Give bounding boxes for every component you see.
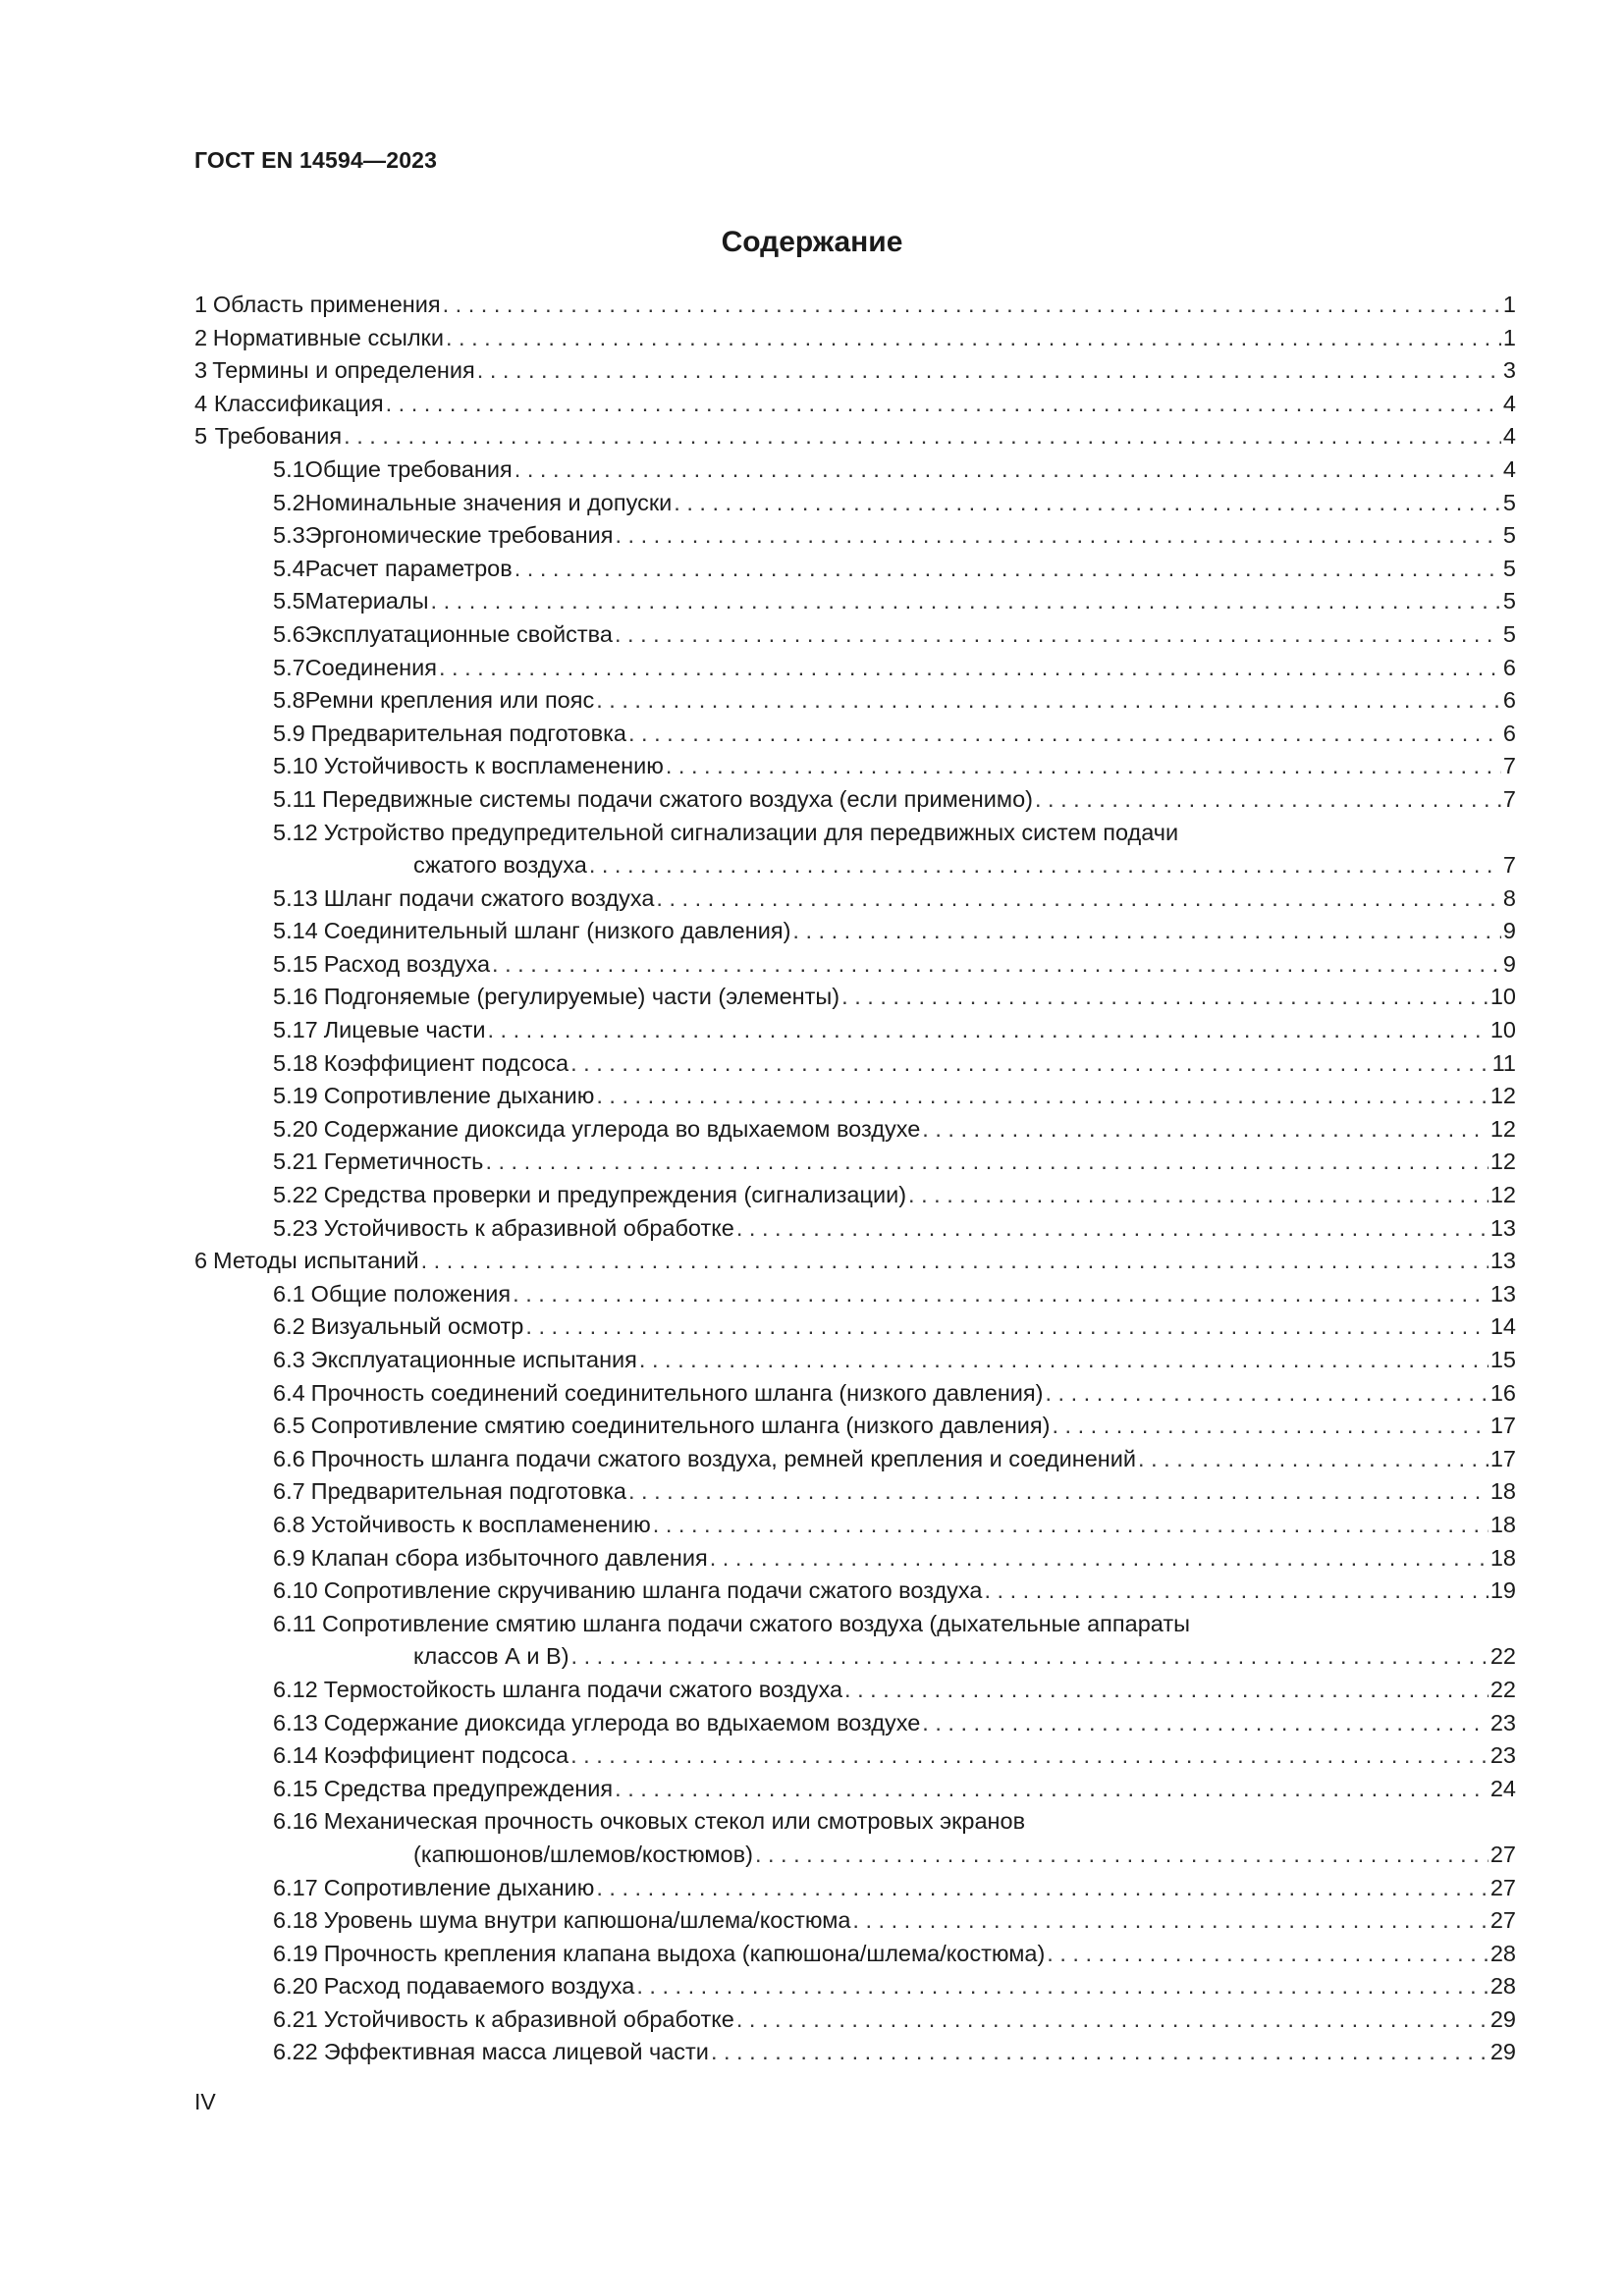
dot-leader (755, 1839, 1489, 1872)
toc-entry-title: Устойчивость к воспламенению (310, 1511, 651, 1537)
dot-leader (485, 1146, 1488, 1179)
dot-leader (639, 1344, 1489, 1377)
toc-entry-page: 12 (1489, 1115, 1516, 1142)
toc-entry[interactable] (194, 1245, 1516, 1278)
toc-entry[interactable] (194, 1179, 1516, 1212)
toc-entry[interactable] (194, 915, 1516, 948)
toc-entry-number: 6.7 (273, 1478, 305, 1505)
toc-entry[interactable] (194, 1310, 1516, 1344)
toc-entry-title: Ремни крепления или пояс (304, 687, 595, 714)
toc-entry-number: 6.16 (273, 1808, 318, 1835)
toc-entry-title: Прочность шланга подачи сжатого воздуха, ремней крепления и соединений (310, 1445, 1137, 1471)
toc-entry[interactable] (194, 1805, 1516, 1839)
dot-leader (443, 289, 1501, 322)
toc-entry-title: Термины и определения (212, 357, 475, 384)
toc-entry-page: 17 (1489, 1445, 1516, 1471)
dot-leader (710, 1542, 1489, 1575)
toc-entry-title: Общие требования (304, 455, 513, 482)
toc-entry-page: 4 (1502, 390, 1516, 416)
toc-entry-number: 6.3 (273, 1347, 305, 1372)
toc-entry-title: Нормативные ссылки (212, 324, 444, 350)
toc-entry[interactable] (194, 289, 1516, 322)
toc-entry[interactable] (194, 1674, 1516, 1707)
toc-entry[interactable] (194, 2036, 1516, 2069)
dot-leader (596, 1080, 1489, 1113)
toc-entry[interactable] (194, 1872, 1516, 1905)
page-number: IV (194, 2089, 216, 2114)
toc-entry[interactable] (194, 322, 1516, 355)
toc-entry-number: 6.17 (273, 1874, 318, 1900)
toc-entry-title: Подгоняемые (регулируемые) части (элементы) (323, 984, 840, 1010)
toc-entry-number: 6 (194, 1248, 208, 1274)
toc-entry-title: Сопротивление смятию шланга подачи сжатого воздуха (дыхательные аппараты (322, 1610, 1190, 1636)
dot-leader (596, 684, 1501, 718)
document-id: ГОСТ EN 14594—2023 (194, 147, 438, 173)
toc-entry-title: Механическая прочность очковых стекол или смотровых экранов (323, 1808, 1026, 1835)
toc-entry-number: 6.8 (273, 1511, 305, 1537)
toc-entry-page: 12 (1489, 1083, 1516, 1109)
toc-entry-title: Устойчивость к абразивной обработке (323, 2005, 734, 2032)
toc-entry[interactable] (194, 487, 1516, 520)
toc-entry-title: классов А и В) (413, 1643, 569, 1670)
toc-entry-page: 6 (1502, 720, 1516, 746)
toc-entry[interactable] (194, 2003, 1516, 2037)
toc-entry[interactable] (194, 1509, 1516, 1542)
dot-leader (736, 1212, 1489, 1246)
dot-leader (488, 1014, 1489, 1047)
toc-entry-number: 6.12 (273, 1676, 318, 1702)
dot-leader (571, 1640, 1489, 1674)
toc-entry-number: 5.9 (273, 720, 305, 746)
dot-leader (852, 1904, 1488, 1938)
toc-entry-title: Прочность соединений соединительного шланга (низкого давления) (310, 1379, 1044, 1406)
toc-entry-page: 22 (1489, 1676, 1516, 1702)
toc-entry-number: 5.23 (273, 1214, 318, 1241)
toc-entry-page: 29 (1489, 2005, 1516, 2032)
toc-entry-page: 18 (1489, 1544, 1516, 1571)
dot-leader (711, 2036, 1489, 2069)
toc-entry-title: Устойчивость к воспламенению (323, 753, 664, 779)
toc-entry-page: 27 (1489, 1907, 1516, 1934)
dot-leader (656, 882, 1501, 916)
toc-entry[interactable] (194, 948, 1516, 982)
toc-entry[interactable] (194, 1739, 1516, 1773)
toc-entry-page: 5 (1502, 489, 1516, 515)
toc-entry-number: 4 (194, 390, 208, 416)
toc-entry-title: Содержание диоксида углерода во вдыхаемом воздухе (323, 1115, 921, 1142)
toc-entry-title: Клапан сбора избыточного давления (310, 1544, 708, 1571)
toc-entry-number: 5.2 (273, 489, 305, 515)
toc-entry[interactable] (194, 553, 1516, 586)
dot-leader (386, 388, 1501, 421)
toc-entry-page: 28 (1489, 1940, 1516, 1966)
toc-entry[interactable] (194, 981, 1516, 1014)
toc-entry[interactable] (194, 1113, 1516, 1147)
toc-entry[interactable] (194, 1970, 1516, 2003)
toc-entry-page: 5 (1502, 620, 1516, 647)
dot-leader (841, 981, 1489, 1014)
toc-entry-title: Номинальные значения и допуски (304, 489, 673, 515)
toc-entry-number: 5.14 (273, 918, 318, 944)
toc-entry-number: 5.5 (273, 588, 305, 614)
toc-entry[interactable] (194, 1443, 1516, 1476)
dot-leader (570, 1739, 1489, 1773)
dot-leader (844, 1674, 1489, 1707)
dot-leader (431, 585, 1501, 618)
dot-leader (736, 2003, 1489, 2037)
toc-entry-page: 5 (1502, 588, 1516, 614)
dot-leader (653, 1509, 1489, 1542)
toc-entry-title: (капюшонов/шлемов/костюмов) (413, 1841, 753, 1867)
toc-entry-title: Коэффициент подсоса (323, 1049, 569, 1076)
toc-entry-title: Сопротивление скручиванию шланга подачи сжатого воздуха (323, 1577, 983, 1604)
toc-entry-number: 2 (194, 324, 208, 350)
dot-leader (922, 1707, 1489, 1740)
toc-entry-page: 27 (1489, 1874, 1516, 1900)
toc-entry[interactable] (194, 1938, 1516, 1971)
toc-entry-number: 1 (194, 292, 208, 317)
toc-entry-page: 11 (1491, 1049, 1516, 1076)
toc-title: Содержание (721, 226, 903, 258)
toc-entry-number: 6.9 (273, 1544, 305, 1571)
table-of-contents (194, 289, 1516, 2069)
dot-leader (513, 1278, 1489, 1311)
toc-entry-page: 24 (1489, 1775, 1516, 1801)
toc-entry-title: Передвижные системы подачи сжатого воздуха (если применимо) (322, 785, 1033, 812)
toc-entry-title: Коэффициент подсоса (323, 1742, 569, 1769)
toc-entry-number: 6.1 (273, 1280, 305, 1307)
toc-entry-page: 13 (1489, 1280, 1516, 1307)
toc-entry-page: 10 (1489, 1017, 1516, 1043)
toc-entry[interactable] (194, 1542, 1516, 1575)
toc-entry-page: 4 (1502, 455, 1516, 482)
toc-entry-title: Соединения (304, 654, 437, 680)
dot-leader (615, 1773, 1489, 1806)
dot-leader (628, 718, 1501, 751)
toc-entry-title: Общие положения (310, 1280, 512, 1307)
toc-entry-title: Методы испытаний (213, 1248, 419, 1274)
toc-entry[interactable] (194, 1475, 1516, 1509)
toc-entry-title: Сопротивление дыханию (323, 1874, 595, 1900)
toc-entry[interactable] (194, 1014, 1516, 1047)
toc-entry-page: 18 (1489, 1511, 1516, 1537)
toc-entry-title: Визуальный осмотр (310, 1313, 524, 1340)
toc-entry[interactable] (194, 618, 1516, 652)
toc-entry[interactable] (194, 1904, 1516, 1938)
toc-entry-number: 6.14 (273, 1742, 318, 1769)
toc-entry-page: 13 (1489, 1214, 1516, 1241)
toc-entry-number: 5.7 (273, 654, 305, 680)
toc-entry-page: 19 (1489, 1577, 1516, 1604)
toc-entry-number: 5.12 (273, 819, 318, 845)
toc-entry[interactable] (194, 1773, 1516, 1806)
toc-entry-page: 7 (1502, 785, 1516, 812)
toc-entry-number: 5.11 (273, 785, 316, 812)
dot-leader (514, 454, 1501, 487)
toc-entry-page: 23 (1489, 1742, 1516, 1769)
toc-entry[interactable] (194, 1707, 1516, 1740)
toc-entry-number: 6.6 (273, 1445, 305, 1471)
toc-entry-title: Расчет параметров (304, 555, 513, 581)
toc-entry-number: 6.10 (273, 1577, 318, 1604)
toc-entry-title: Устройство предупредительной сигнализации для передвижных систем подачи (323, 819, 1179, 845)
toc-entry[interactable] (194, 718, 1516, 751)
toc-entry-number: 5.6 (273, 620, 305, 647)
dot-leader (492, 948, 1501, 982)
toc-entry-page: 22 (1489, 1643, 1516, 1670)
toc-entry-title: Сопротивление дыханию (323, 1083, 595, 1109)
dot-leader (439, 652, 1501, 685)
toc-entry-title: Эксплуатационные свойства (304, 620, 613, 647)
toc-entry-number: 6.19 (273, 1940, 318, 1966)
dot-leader (1045, 1377, 1488, 1411)
toc-entry-page: 12 (1489, 1182, 1516, 1208)
toc-entry[interactable] (194, 388, 1516, 421)
toc-entry-title: Соединительный шланг (низкого давления) (323, 918, 791, 944)
toc-entry-title: Классификация (213, 390, 384, 416)
toc-entry-number: 6.5 (273, 1413, 305, 1439)
dot-leader (525, 1310, 1488, 1344)
toc-entry-title: Расход подаваемого воздуха (323, 1973, 635, 2000)
toc-entry-number: 6.11 (273, 1610, 316, 1636)
toc-entry-title: Требования (214, 423, 343, 450)
toc-entry-number: 6.4 (273, 1379, 305, 1406)
toc-entry-page: 3 (1502, 357, 1516, 384)
toc-entry-title: Прочность крепления клапана выдоха (капюшона/шлема/костюма) (323, 1940, 1046, 1966)
toc-entry-title: Устойчивость к абразивной обработке (323, 1214, 734, 1241)
toc-entry[interactable] (194, 684, 1516, 718)
toc-entry-page: 7 (1502, 852, 1516, 879)
toc-entry-page: 12 (1489, 1148, 1516, 1175)
toc-entry-number: 5 (194, 423, 208, 450)
toc-entry-page: 6 (1502, 654, 1516, 680)
toc-entry-number: 6.13 (273, 1709, 318, 1735)
toc-entry[interactable] (194, 1575, 1516, 1608)
dot-leader (589, 849, 1501, 882)
toc-entry-number: 6.22 (273, 2039, 318, 2065)
dot-leader (922, 1113, 1489, 1147)
dot-leader (1035, 783, 1501, 817)
toc-entry-page: 4 (1502, 423, 1516, 450)
toc-entry-page: 16 (1489, 1379, 1516, 1406)
toc-entry-number: 5.1 (273, 455, 305, 482)
dot-leader (344, 420, 1501, 454)
toc-entry-page: 18 (1489, 1478, 1516, 1505)
toc-entry[interactable] (194, 652, 1516, 685)
toc-entry-page: 6 (1502, 687, 1516, 714)
toc-entry-page: 10 (1489, 984, 1516, 1010)
toc-entry-title: Эксплуатационные испытания (310, 1347, 637, 1372)
toc-entry-number: 6.15 (273, 1775, 318, 1801)
dot-leader (615, 618, 1501, 652)
toc-entry-title: сжатого воздуха (413, 852, 587, 879)
dot-leader (477, 354, 1501, 388)
toc-entry-title: Средства предупреждения (323, 1775, 614, 1801)
dot-leader (615, 519, 1500, 553)
toc-entry-number: 5.15 (273, 950, 318, 977)
toc-entry-page: 14 (1489, 1313, 1516, 1340)
dot-leader (628, 1475, 1489, 1509)
toc-entry[interactable] (194, 783, 1516, 817)
toc-entry-title: Эффективная масса лицевой части (323, 2039, 709, 2065)
toc-entry-page: 9 (1502, 918, 1516, 944)
toc-entry-page: 8 (1502, 884, 1516, 911)
toc-entry-title: Герметичность (323, 1148, 484, 1175)
toc-entry-number: 5.3 (273, 522, 305, 549)
toc-entry-number: 5.10 (273, 753, 318, 779)
toc-entry-number: 6.18 (273, 1907, 318, 1934)
toc-entry[interactable] (194, 1608, 1516, 1641)
toc-entry[interactable] (194, 1212, 1516, 1246)
toc-entry-page: 17 (1489, 1413, 1516, 1439)
dot-leader (446, 322, 1501, 355)
toc-entry-number: 6.2 (273, 1313, 305, 1340)
toc-entry[interactable] (194, 519, 1516, 553)
toc-entry-number: 5.18 (273, 1049, 318, 1076)
toc-entry-title: Лицевые части (323, 1017, 486, 1043)
toc-entry-title: Сопротивление смятию соединительного шланга (низкого давления) (310, 1413, 1051, 1439)
toc-entry-number: 6.21 (273, 2005, 318, 2032)
toc-entry-number: 3 (194, 357, 208, 384)
toc-entry-page: 5 (1502, 555, 1516, 581)
toc-entry-number: 6.20 (273, 1973, 318, 2000)
dot-leader (421, 1245, 1489, 1278)
dot-leader (570, 1047, 1489, 1081)
toc-entry-number: 5.20 (273, 1115, 318, 1142)
dot-leader (1047, 1938, 1489, 1971)
toc-entry[interactable] (194, 1839, 1516, 1872)
toc-entry-page: 1 (1502, 292, 1516, 317)
dot-leader (1138, 1443, 1489, 1476)
toc-entry[interactable] (194, 585, 1516, 618)
toc-entry-title: Расход воздуха (323, 950, 491, 977)
dot-leader (636, 1970, 1489, 2003)
toc-entry-number: 5.22 (273, 1182, 318, 1208)
toc-entry[interactable] (194, 354, 1516, 388)
toc-entry[interactable] (194, 817, 1516, 850)
toc-entry[interactable] (194, 1344, 1516, 1377)
toc-entry[interactable] (194, 1377, 1516, 1411)
toc-entry-page: 13 (1489, 1248, 1516, 1274)
toc-entry-page: 1 (1502, 324, 1516, 350)
toc-entry-number: 5.8 (273, 687, 305, 714)
toc-entry-number: 5.19 (273, 1083, 318, 1109)
dot-leader (908, 1179, 1489, 1212)
toc-entry-page: 27 (1489, 1841, 1516, 1867)
toc-entry-title: Шланг подачи сжатого воздуха (323, 884, 655, 911)
toc-entry-page: 23 (1489, 1709, 1516, 1735)
toc-entry-page: 7 (1502, 753, 1516, 779)
toc-entry-title: Предварительная подготовка (310, 720, 626, 746)
toc-entry[interactable] (194, 1080, 1516, 1113)
toc-entry[interactable] (194, 882, 1516, 916)
toc-entry-title: Материалы (304, 588, 429, 614)
toc-entry-number: 5.13 (273, 884, 318, 911)
toc-entry[interactable] (194, 420, 1516, 454)
toc-entry[interactable] (194, 1278, 1516, 1311)
toc-entry-title: Область применения (212, 292, 441, 317)
toc-entry-page: 15 (1489, 1347, 1516, 1372)
toc-entry-title: Эргономические требования (304, 522, 614, 549)
toc-entry[interactable] (194, 454, 1516, 487)
dot-leader (514, 553, 1501, 586)
dot-leader (792, 915, 1501, 948)
toc-entry-page: 28 (1489, 1973, 1516, 2000)
toc-entry-number: 5.4 (273, 555, 305, 581)
toc-entry[interactable] (194, 1047, 1516, 1081)
dot-leader (674, 487, 1501, 520)
dot-leader (596, 1872, 1489, 1905)
toc-entry[interactable] (194, 1410, 1516, 1443)
dot-leader (666, 750, 1501, 783)
toc-entry-page: 29 (1489, 2039, 1516, 2065)
dot-leader (985, 1575, 1489, 1608)
toc-entry-page: 5 (1502, 522, 1516, 549)
toc-entry[interactable] (194, 1146, 1516, 1179)
toc-entry-number: 5.21 (273, 1148, 318, 1175)
toc-entry-number: 5.16 (273, 984, 318, 1010)
toc-entry[interactable] (194, 849, 1516, 882)
toc-entry-title: Предварительная подготовка (310, 1478, 626, 1505)
toc-entry-page: 9 (1502, 950, 1516, 977)
toc-entry-title: Содержание диоксида углерода во вдыхаемом воздухе (323, 1709, 921, 1735)
dot-leader (1053, 1410, 1489, 1443)
toc-entry-title: Уровень шума внутри капюшона/шлема/костюма (323, 1907, 851, 1934)
toc-entry-title: Термостойкость шланга подачи сжатого воздуха (323, 1676, 843, 1702)
toc-entry-number: 5.17 (273, 1017, 318, 1043)
toc-entry[interactable] (194, 1640, 1516, 1674)
toc-entry[interactable] (194, 750, 1516, 783)
toc-entry-title: Средства проверки и предупреждения (сигнализации) (323, 1182, 907, 1208)
